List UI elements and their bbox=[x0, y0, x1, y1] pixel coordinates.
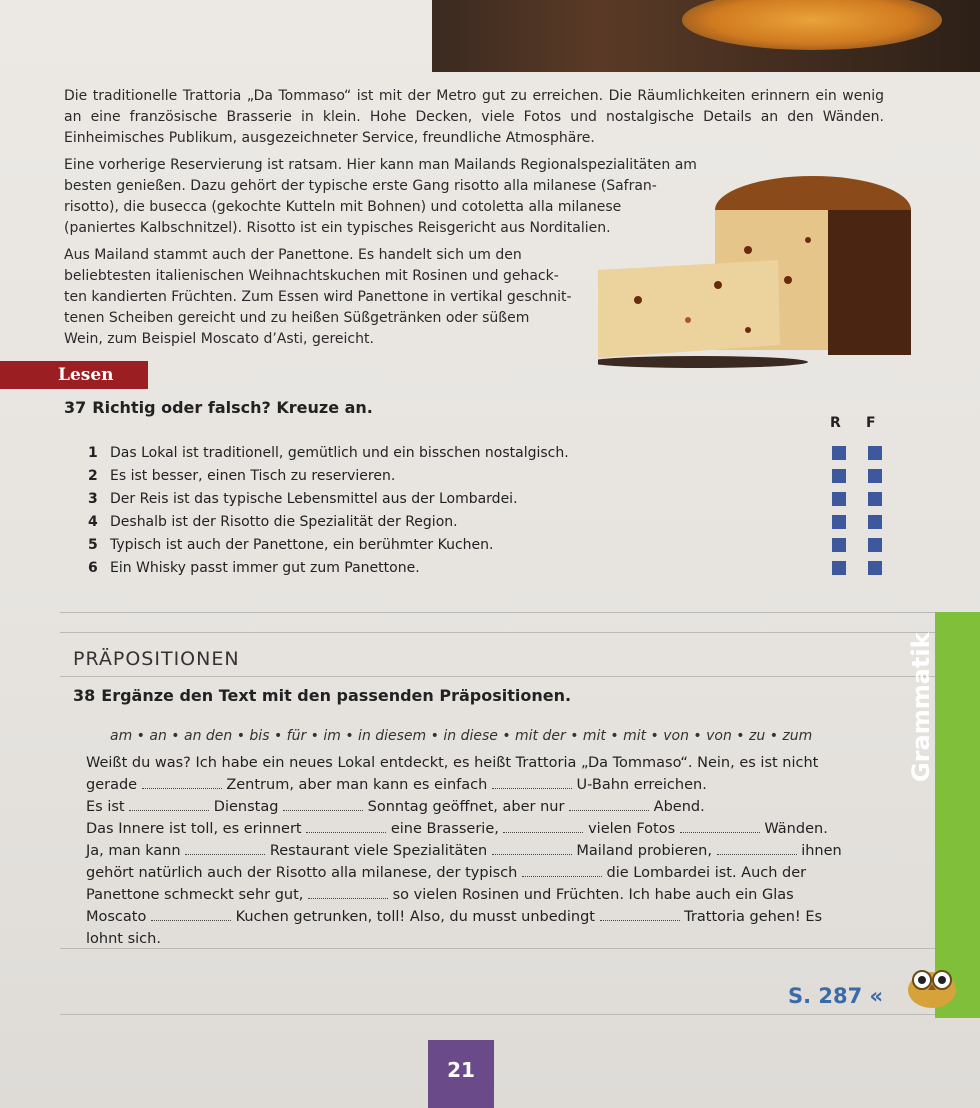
gap-blank[interactable] bbox=[717, 842, 797, 855]
lesen-banner: Lesen bbox=[0, 361, 148, 389]
intro-line: tenen Scheiben gereicht und zu heißen Süßgetränken oder süßem bbox=[64, 310, 530, 326]
checkbox-f-1[interactable] bbox=[868, 446, 882, 460]
statement-number: 2 bbox=[88, 468, 98, 484]
exercise-38-title bbox=[73, 686, 571, 705]
gap-blank[interactable] bbox=[503, 820, 583, 833]
gap-blank[interactable] bbox=[680, 820, 760, 833]
gap-text-segment: Panettone schmeckt sehr gut, bbox=[86, 887, 309, 903]
gap-text-segment: gehört natürlich auch der Risotto alla milanese, der typisch bbox=[86, 865, 522, 881]
section-divider bbox=[60, 632, 935, 633]
gap-text-segment: Zentrum, aber man kann es einfach bbox=[221, 777, 492, 793]
gap-text-segment: lohnt sich. bbox=[86, 931, 161, 947]
gap-text-segment: Mailand probieren, bbox=[571, 843, 717, 859]
exercise-number: 38 bbox=[73, 686, 96, 705]
gap-blank[interactable] bbox=[600, 908, 680, 921]
statement-item bbox=[88, 468, 395, 484]
grammar-tab-label: Grammatik bbox=[907, 632, 935, 782]
gap-text-line bbox=[86, 796, 908, 818]
statement-text: Es ist besser, einen Tisch zu reservieren. bbox=[110, 468, 396, 484]
intro-line: Aus Mailand stammt auch der Panettone. Es handelt sich um den bbox=[64, 247, 522, 263]
gap-text-segment: eine Brasserie, bbox=[386, 821, 504, 837]
gap-text-line bbox=[86, 884, 908, 906]
gap-blank[interactable] bbox=[492, 842, 572, 855]
section-divider bbox=[60, 948, 935, 949]
gap-text-segment: Moscato bbox=[86, 909, 151, 925]
checkbox-f-2[interactable] bbox=[868, 469, 882, 483]
statement-number: 3 bbox=[88, 491, 98, 507]
gap-text-segment: Das Innere ist toll, es erinnert bbox=[86, 821, 307, 837]
statement-text: Deshalb ist der Risotto die Spezialität der Region. bbox=[110, 514, 458, 530]
gap-fill-text bbox=[86, 752, 908, 950]
gap-text-line bbox=[86, 752, 908, 774]
gap-text-segment: Trattoria gehen! Es bbox=[679, 909, 823, 925]
exercise-instruction: Ergänze den Text mit den passenden Präpositionen. bbox=[101, 686, 572, 705]
gap-blank[interactable] bbox=[129, 798, 209, 811]
statement-item bbox=[88, 445, 569, 461]
column-f-header: F bbox=[866, 415, 876, 431]
gap-text-segment: Abend. bbox=[649, 799, 705, 815]
statement-item bbox=[88, 514, 458, 530]
checkbox-f-3[interactable] bbox=[868, 492, 882, 506]
gap-text-segment: Kuchen getrunken, toll! Also, du musst unbedingt bbox=[230, 909, 600, 925]
gap-text-segment: gerade bbox=[86, 777, 142, 793]
panettone-image bbox=[598, 170, 918, 370]
gap-blank[interactable] bbox=[151, 908, 231, 921]
intro-line: risotto), die busecca (gekochte Kutteln mit Bohnen) und cotoletta alla milanese bbox=[64, 199, 622, 215]
statement-number: 1 bbox=[88, 445, 98, 461]
section-divider bbox=[60, 612, 935, 613]
intro-line: besten genießen. Dazu gehört der typische erste Gang risotto alla milanese (Safran- bbox=[64, 178, 657, 194]
section-heading: PRÄPOSITIONEN bbox=[73, 648, 240, 670]
gap-blank[interactable] bbox=[283, 798, 363, 811]
page-reference[interactable]: S. 287 « bbox=[788, 984, 884, 1008]
gap-blank[interactable] bbox=[569, 798, 649, 811]
gap-text-segment: so vielen Rosinen und Früchten. Ich habe auch ein Glas bbox=[388, 887, 794, 903]
intro-line: Wein, zum Beispiel Moscato d’Asti, gereicht. bbox=[64, 331, 374, 347]
intro-line: Eine vorherige Reservierung ist ratsam. Hier kann man Mailands Regionalspezialitäten am bbox=[64, 157, 697, 173]
gap-text-segment: ihnen bbox=[796, 843, 842, 859]
word-bank: am • an • an den • bis • für • im • in diesem • in diese • mit der • mit • mit • von • von • zu • zum bbox=[110, 728, 813, 744]
gap-text-segment: Es ist bbox=[86, 799, 130, 815]
checkbox-r-5[interactable] bbox=[832, 538, 846, 552]
gap-blank[interactable] bbox=[522, 864, 602, 877]
statement-item bbox=[88, 560, 420, 576]
food-photo bbox=[432, 0, 980, 72]
gap-text-segment: Ja, man kann bbox=[86, 843, 186, 859]
statement-number: 4 bbox=[88, 514, 98, 530]
gap-text-line bbox=[86, 862, 908, 884]
statement-text: Typisch ist auch der Panettone, ein berühmter Kuchen. bbox=[110, 537, 494, 553]
checkbox-r-1[interactable] bbox=[832, 446, 846, 460]
checkbox-f-6[interactable] bbox=[868, 561, 882, 575]
intro-line: beliebtesten italienischen Weihnachtskuchen mit Rosinen und gehack- bbox=[64, 268, 559, 284]
gap-text-segment: U-Bahn erreichen. bbox=[571, 777, 707, 793]
gap-text-segment: Restaurant viele Spezialitäten bbox=[265, 843, 492, 859]
statement-item bbox=[88, 537, 494, 553]
gap-text-line bbox=[86, 928, 908, 950]
owl-icon bbox=[904, 960, 960, 1010]
gap-text-line bbox=[86, 906, 908, 928]
exercise-number: 37 bbox=[64, 398, 87, 417]
gap-blank[interactable] bbox=[185, 842, 265, 855]
intro-text-1: Die traditionelle Trattoria „Da Tommaso“ ist mit der Metro gut zu erreichen. Die Räumlichkeiten erinnern ein wenig an eine französische Brasserie in klein. Hohe Decken, viele Fotos und nostalgische Details an den Wänden. Einheimisches Publikum, ausgezeichneter Service, freundliche Atmosphäre. bbox=[64, 88, 884, 146]
statement-text: Der Reis ist das typische Lebensmittel aus der Lombardei. bbox=[110, 491, 518, 507]
column-r-header: R bbox=[830, 415, 841, 431]
gap-text-line bbox=[86, 818, 908, 840]
gap-blank[interactable] bbox=[142, 776, 222, 789]
gap-text-line bbox=[86, 774, 908, 796]
section-divider bbox=[60, 676, 935, 677]
exercise-instruction: Richtig oder falsch? Kreuze an. bbox=[92, 398, 373, 417]
intro-paragraph-1 bbox=[64, 86, 884, 149]
intro-line: (paniertes Kalbschnitzel). Risotto ist ein typisches Reisgericht aus Norditalien. bbox=[64, 220, 611, 236]
statement-number: 6 bbox=[88, 560, 98, 576]
gap-text-segment: Sonntag geöffnet, aber nur bbox=[363, 799, 570, 815]
section-divider bbox=[60, 1014, 935, 1015]
gap-blank[interactable] bbox=[308, 886, 388, 899]
risotto-plate-image bbox=[682, 0, 942, 50]
gap-text-segment: Weißt du was? Ich habe ein neues Lokal entdeckt, es heißt Trattoria „Da Tommaso“. Nein, es ist nicht bbox=[86, 755, 819, 771]
checkbox-r-3[interactable] bbox=[832, 492, 846, 506]
statement-text: Das Lokal ist traditionell, gemütlich und ein bisschen nostalgisch. bbox=[110, 445, 569, 461]
statement-item bbox=[88, 491, 518, 507]
exercise-37-title bbox=[64, 398, 373, 417]
statement-text: Ein Whisky passt immer gut zum Panettone. bbox=[110, 560, 420, 576]
checkbox-f-5[interactable] bbox=[868, 538, 882, 552]
checkbox-r-2[interactable] bbox=[832, 469, 846, 483]
intro-line: ten kandierten Früchten. Zum Essen wird Panettone in vertikal geschnit- bbox=[64, 289, 572, 305]
gap-text-line bbox=[86, 840, 908, 862]
page-number: 21 bbox=[428, 1040, 494, 1108]
gap-blank[interactable] bbox=[492, 776, 572, 789]
gap-text-segment: Dienstag bbox=[209, 799, 284, 815]
checkbox-r-6[interactable] bbox=[832, 561, 846, 575]
statement-number: 5 bbox=[88, 537, 98, 553]
gap-text-segment: die Lombardei ist. Auch der bbox=[601, 865, 807, 881]
gap-text-segment: vielen Fotos bbox=[583, 821, 680, 837]
gap-text-segment: Wänden. bbox=[759, 821, 828, 837]
gap-blank[interactable] bbox=[306, 820, 386, 833]
checkbox-r-4[interactable] bbox=[832, 515, 846, 529]
checkbox-f-4[interactable] bbox=[868, 515, 882, 529]
